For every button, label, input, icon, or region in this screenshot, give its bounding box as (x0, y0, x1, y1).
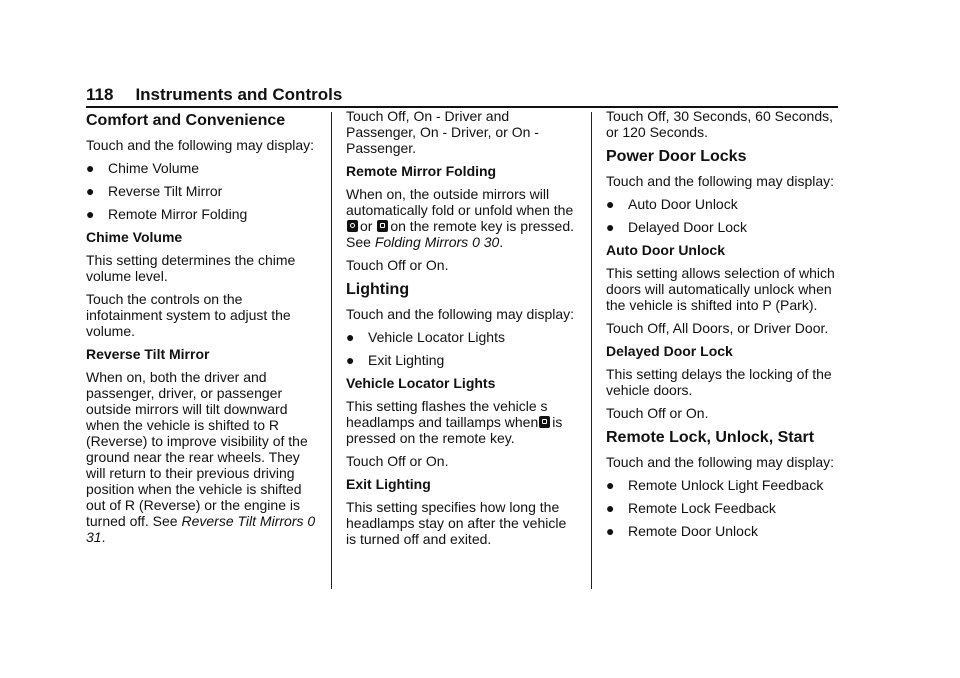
subheading-exit-lighting: Exit Lighting (346, 476, 431, 492)
column-divider (331, 112, 332, 589)
heading-comfort-convenience: Comfort and Convenience (86, 112, 286, 129)
paragraph: Touch Off, 30 Seconds, 60 Seconds, or 120 Seconds. (606, 108, 834, 140)
bullet-icon: ● (606, 219, 615, 235)
paragraph: This setting specifies how long the headlamps stay on after the vehicle is turned off and exited. (346, 499, 567, 547)
bullet-icon: ● (346, 352, 355, 368)
bullet-icon: ● (346, 329, 355, 345)
remote-unlock-icon (347, 220, 358, 232)
list-item: ● Delayed Door Lock (606, 219, 748, 235)
page-header (86, 82, 838, 108)
column-1 (86, 108, 318, 552)
list-item: ● Chime Volume (86, 160, 200, 176)
paragraph: This setting determines the chime volume level. (86, 252, 296, 284)
remote-lock-icon (539, 416, 550, 428)
bullet-icon: ● (86, 206, 95, 222)
paragraph: Touch Off, All Doors, or Driver Door. (606, 320, 829, 336)
paragraph: Touch and the following may display: (86, 137, 315, 153)
paragraph: This setting allows selection of which doors will automatically unlock when the vehicle is shifted into P (Park). (606, 265, 835, 313)
paragraph: Touch Off or On. (606, 405, 709, 421)
subheading-chime-volume: Chime Volume (86, 229, 183, 245)
list-item: ● Vehicle Locator Lights (346, 329, 505, 345)
list-item: ● Remote Door Unlock (606, 523, 758, 539)
paragraph: This setting flashes the vehicle s headlamps and taillamps when is pressed on the remote key. (346, 398, 563, 446)
paragraph: Touch and the following may display: (606, 173, 835, 189)
list-item: ● Remote Lock Feedback (606, 500, 776, 516)
page-number: 118 (86, 85, 114, 104)
paragraph: Touch Off, On - Driver and Passenger, On - Driver, or On - Passenger. (346, 108, 539, 156)
bullet-icon: ● (606, 477, 615, 493)
subheading-delayed-door-lock: Delayed Door Lock (606, 343, 733, 359)
column-2 (346, 108, 578, 554)
heading-remote-lock-unlock-start: Remote Lock, Unlock, Start (606, 429, 815, 446)
paragraph: Touch and the following may display: (606, 454, 835, 470)
column-divider (591, 112, 592, 589)
bullet-icon: ● (606, 196, 615, 212)
paragraph: When on, both the driver and passenger, driver, or passenger outside mirrors will tilt downward when the vehicle is shifted to R (Reverse) to improve visibility of the ground near the rear wheels. They will return to their previous driving position when the vehicle is shifted out of R (Reverse) or the engine is turned off. See Reverse Tilt Mirrors 0 31. (86, 369, 316, 545)
paragraph: Touch the controls on the infotainment system to adjust the volume. (86, 291, 291, 339)
heading-power-door-locks: Power Door Locks (606, 148, 747, 165)
list-item: ● Reverse Tilt Mirror (86, 183, 223, 199)
subheading-remote-mirror-folding: Remote Mirror Folding (346, 163, 497, 179)
paragraph: When on, the outside mirrors will automatically fold or unfold when the or on the remote key is pressed. See Folding Mirrors 0 30. (346, 186, 574, 250)
subheading-reverse-tilt-mirror: Reverse Tilt Mirror (86, 346, 210, 362)
heading-lighting: Lighting (346, 281, 410, 298)
list-item: ● Auto Door Unlock (606, 196, 738, 212)
remote-lock-icon (377, 220, 388, 232)
bullet-icon: ● (86, 183, 95, 199)
bullet-icon: ● (606, 523, 615, 539)
subheading-auto-door-unlock: Auto Door Unlock (606, 242, 725, 258)
paragraph: Touch Off or On. (346, 257, 449, 273)
cross-reference-link[interactable]: Reverse Tilt Mirrors 0 31 (86, 513, 316, 545)
subheading-vehicle-locator-lights: Vehicle Locator Lights (346, 375, 496, 391)
section-title: Instruments and Controls (135, 85, 343, 104)
bullet-icon: ● (86, 160, 95, 176)
list-item: ● Exit Lighting (346, 352, 445, 368)
column-3 (606, 108, 846, 546)
cross-reference-link[interactable]: Folding Mirrors 0 30 (374, 234, 500, 250)
paragraph: Touch Off or On. (346, 453, 449, 469)
bullet-icon: ● (606, 500, 615, 516)
paragraph: This setting delays the locking of the vehicle doors. (606, 366, 832, 398)
list-item: ● Remote Mirror Folding (86, 206, 248, 222)
paragraph: Touch and the following may display: (346, 306, 575, 322)
list-item: ● Remote Unlock Light Feedback (606, 477, 824, 493)
